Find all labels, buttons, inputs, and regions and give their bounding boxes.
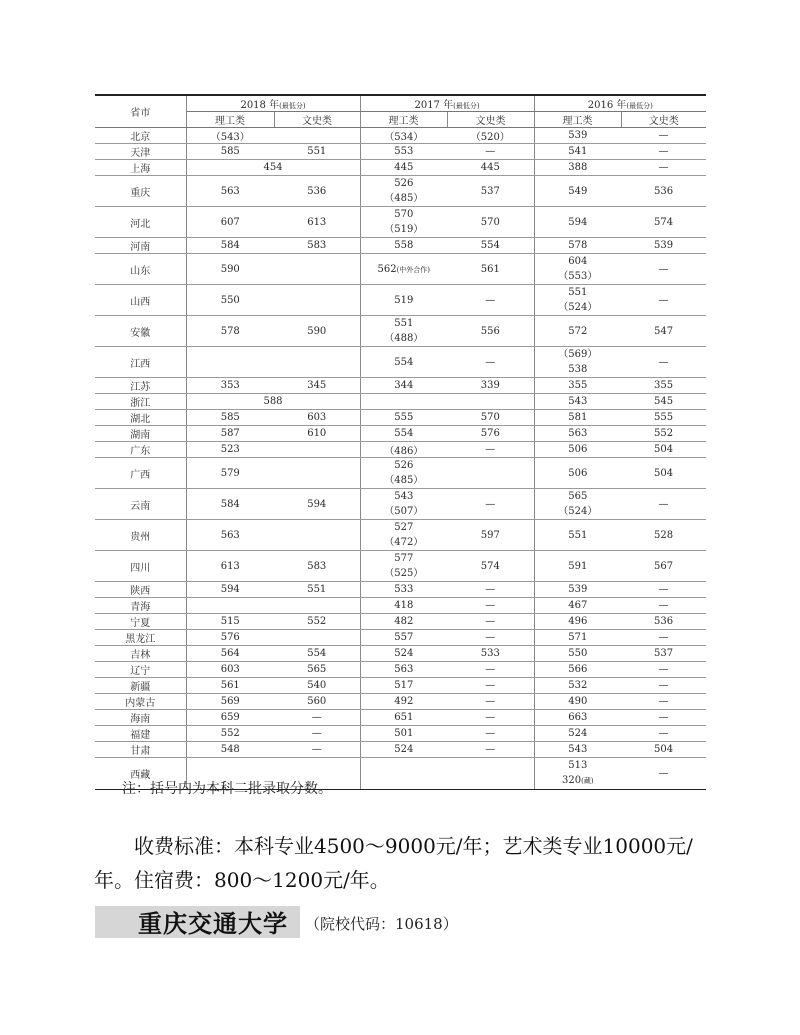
table-row: [95, 489, 706, 520]
table-row: [95, 207, 706, 238]
score-cell: —: [447, 489, 534, 520]
province-cell: 海南: [95, 710, 186, 726]
score-cell: —: [621, 582, 706, 598]
score-cell: 501: [360, 726, 447, 742]
score-cell: 550: [534, 646, 621, 662]
score-cell: [274, 128, 360, 144]
province-cell: 新疆: [95, 678, 186, 694]
score-cell: 584: [186, 238, 274, 254]
province-cell: 北京: [95, 128, 186, 144]
year-label: 2017 年: [414, 100, 454, 111]
score-cell: 584: [186, 489, 274, 520]
score-cell: 613: [186, 551, 274, 582]
score-cell: [447, 458, 534, 489]
province-cell: 上海: [95, 160, 186, 176]
score-cell: 590: [186, 254, 274, 285]
score-cell: 537: [621, 646, 706, 662]
score-cell: —: [621, 694, 706, 710]
score-cell: —: [621, 662, 706, 678]
score-cell: 594: [186, 582, 274, 598]
score-cell: 551 （488）: [360, 316, 447, 347]
score-cell: 536: [621, 614, 706, 630]
score-cell: 571: [534, 630, 621, 646]
score-cell: 418: [360, 598, 447, 614]
score-cell: —: [621, 630, 706, 646]
score-cell: —: [274, 742, 360, 758]
score-cell: —: [274, 726, 360, 742]
score-cell: 562(中外合作): [360, 254, 447, 285]
score-cell: 563: [360, 662, 447, 678]
score-cell: 549: [534, 176, 621, 207]
score-cell: 519: [360, 285, 447, 316]
score-cell: 566: [534, 662, 621, 678]
score-cell: 603: [186, 662, 274, 678]
table-row: [95, 238, 706, 254]
score-cell: 574: [447, 551, 534, 582]
province-cell: 宁夏: [95, 614, 186, 630]
province-cell: 浙江: [95, 394, 186, 410]
table-row: [95, 144, 706, 160]
table-row: [95, 442, 706, 458]
score-cell: —: [621, 254, 706, 285]
year-note: (最低分): [453, 102, 480, 110]
province-cell: 云南: [95, 489, 186, 520]
table-row: [95, 646, 706, 662]
table-row: [95, 128, 706, 144]
score-cell: —: [621, 285, 706, 316]
score-cell: （486）: [360, 442, 447, 458]
province-cell: 辽宁: [95, 662, 186, 678]
score-cell: 504: [621, 442, 706, 458]
table-row: [95, 678, 706, 694]
score-cell: 557: [360, 630, 447, 646]
table-row: [95, 662, 706, 678]
score-cell: 590: [274, 316, 360, 347]
score-cell: 540: [274, 678, 360, 694]
score-cell: [360, 394, 447, 410]
province-cell: 黑龙江: [95, 630, 186, 646]
score-cell: 467: [534, 598, 621, 614]
score-cell: 539: [621, 238, 706, 254]
score-cell: [274, 442, 360, 458]
province-cell: 陕西: [95, 582, 186, 598]
score-cell: 556: [447, 316, 534, 347]
score-cell: 651: [360, 710, 447, 726]
category-header: 文史类: [274, 112, 360, 128]
score-cell: 344: [360, 378, 447, 394]
province-cell: 青海: [95, 598, 186, 614]
score-cell: 585: [186, 410, 274, 426]
score-cell: 607: [186, 207, 274, 238]
score-cell: 613: [274, 207, 360, 238]
table-row: [95, 378, 706, 394]
score-cell: —: [621, 347, 706, 378]
score-cell: （520）: [447, 128, 534, 144]
score-cell: 537: [447, 176, 534, 207]
score-cell: 552: [621, 426, 706, 442]
table-row: [95, 426, 706, 442]
score-cell: 569: [186, 694, 274, 710]
table-row: [95, 410, 706, 426]
score-cell: 536: [274, 176, 360, 207]
score-cell: 504: [621, 458, 706, 489]
score-cell: 536: [621, 176, 706, 207]
table-footnote: 注：括号内为本科二批录取分数。: [122, 781, 332, 797]
score-cell: 594: [274, 489, 360, 520]
category-header: 文史类: [621, 112, 706, 128]
table-row: [95, 694, 706, 710]
province-cell: 安徽: [95, 316, 186, 347]
score-cell: 543: [534, 742, 621, 758]
score-cell: 513 320(藏): [534, 758, 621, 790]
province-cell: 西藏: [95, 758, 186, 790]
table-row: [95, 458, 706, 489]
table-row: [95, 598, 706, 614]
province-cell: 四川: [95, 551, 186, 582]
score-cell: 563: [186, 176, 274, 207]
score-cell: 570: [447, 207, 534, 238]
province-cell: 山东: [95, 254, 186, 285]
score-cell: 579: [186, 458, 274, 489]
score-cell: 591: [534, 551, 621, 582]
score-cell: 539: [534, 582, 621, 598]
score-cell: 527 （472）: [360, 520, 447, 551]
table-row: [95, 394, 706, 410]
score-cell: 594: [534, 207, 621, 238]
score-cell: 583: [274, 238, 360, 254]
score-cell: 553: [360, 144, 447, 160]
score-cell: —: [621, 144, 706, 160]
province-cell: 江西: [95, 347, 186, 378]
score-cell: 526 （485）: [360, 176, 447, 207]
score-cell: 555: [360, 410, 447, 426]
score-cell: 515: [186, 614, 274, 630]
year-note: (最低分): [279, 102, 306, 110]
score-cell: 353: [186, 378, 274, 394]
score-cell: 445: [447, 160, 534, 176]
province-cell: 广东: [95, 442, 186, 458]
province-cell: 吉林: [95, 646, 186, 662]
year-header: [186, 95, 360, 112]
score-cell: 560: [274, 694, 360, 710]
score-cell: [186, 347, 274, 378]
table-row: [95, 160, 706, 176]
score-cell: 578: [186, 316, 274, 347]
score-cell: 533: [360, 582, 447, 598]
table-row: [95, 176, 706, 207]
score-cell: （569） 538: [534, 347, 621, 378]
score-cell: —: [621, 710, 706, 726]
score-cell: 355: [621, 378, 706, 394]
score-cell: 563: [534, 426, 621, 442]
score-cell: —: [447, 678, 534, 694]
score-cell: 552: [274, 614, 360, 630]
score-cell: 576: [447, 426, 534, 442]
score-cell: 482: [360, 614, 447, 630]
category-header: 理工类: [534, 112, 621, 128]
score-cell: —: [621, 726, 706, 742]
table-row: [95, 614, 706, 630]
score-cell: 604 （553）: [534, 254, 621, 285]
score-cell: —: [447, 726, 534, 742]
score-cell: 551: [274, 144, 360, 160]
score-cell: [360, 758, 447, 790]
score-cell: 454: [186, 160, 360, 176]
score-cell: 574: [621, 207, 706, 238]
score-cell: —: [621, 598, 706, 614]
score-cell: 532: [534, 678, 621, 694]
score-cell: [274, 347, 360, 378]
score-cell: —: [447, 285, 534, 316]
score-cell: —: [447, 144, 534, 160]
score-cell: 610: [274, 426, 360, 442]
score-cell: [274, 458, 360, 489]
score-cell: 567: [621, 551, 706, 582]
province-cell: 天津: [95, 144, 186, 160]
table-row: [95, 520, 706, 551]
score-cell: 550: [186, 285, 274, 316]
school-name: 重庆交通大学: [138, 909, 288, 938]
score-cell: [447, 394, 534, 410]
score-cell: 517: [360, 678, 447, 694]
province-cell: 河北: [95, 207, 186, 238]
score-cell: —: [621, 678, 706, 694]
year-label: 2018 年: [240, 100, 280, 111]
score-cell: 570: [447, 410, 534, 426]
score-cell: —: [447, 442, 534, 458]
cell-note: (中外合作): [396, 265, 431, 274]
year-label: 2016 年: [587, 100, 627, 111]
score-cell: [274, 285, 360, 316]
score-cell: 543: [534, 394, 621, 410]
score-cell: [274, 630, 360, 646]
table-row: [95, 551, 706, 582]
score-cell: 524: [534, 726, 621, 742]
score-cell: 355: [534, 378, 621, 394]
score-cell: 541: [534, 144, 621, 160]
province-cell: 山西: [95, 285, 186, 316]
year-header: [360, 95, 534, 112]
score-cell: —: [447, 598, 534, 614]
score-cell: 548: [186, 742, 274, 758]
score-cell: [274, 520, 360, 551]
score-cell: 547: [621, 316, 706, 347]
score-cell: —: [447, 630, 534, 646]
score-cell: 663: [534, 710, 621, 726]
score-cell: 496: [534, 614, 621, 630]
category-header: 文史类: [447, 112, 534, 128]
year-note: (最低分): [626, 102, 653, 110]
score-cell: 576: [186, 630, 274, 646]
score-cell: —: [621, 160, 706, 176]
province-cell: 广西: [95, 458, 186, 489]
school-code: （院校代码：10618）: [305, 915, 458, 933]
admission-score-table: [95, 94, 706, 790]
table-row: [95, 742, 706, 758]
score-cell: 524: [360, 646, 447, 662]
score-cell: 597: [447, 520, 534, 551]
score-cell: —: [447, 347, 534, 378]
score-cell: —: [447, 710, 534, 726]
score-cell: 345: [274, 378, 360, 394]
score-cell: 545: [621, 394, 706, 410]
score-cell: 388: [534, 160, 621, 176]
score-cell: 659: [186, 710, 274, 726]
province-cell: 甘肃: [95, 742, 186, 758]
table-row: [95, 316, 706, 347]
score-cell: 490: [534, 694, 621, 710]
score-cell: 551 （524）: [534, 285, 621, 316]
score-cell: —: [447, 694, 534, 710]
score-cell: 504: [621, 742, 706, 758]
score-cell: 492: [360, 694, 447, 710]
year-header: [534, 95, 706, 112]
score-cell: [447, 758, 534, 790]
score-cell: [274, 254, 360, 285]
score-cell: 339: [447, 378, 534, 394]
province-cell: 重庆: [95, 176, 186, 207]
score-cell: 570 （519）: [360, 207, 447, 238]
score-cell: 555: [621, 410, 706, 426]
score-cell: 564: [186, 646, 274, 662]
score-cell: 554: [360, 426, 447, 442]
score-cell: 533: [447, 646, 534, 662]
cell-note: (藏): [581, 777, 594, 785]
score-cell: 526 （485）: [360, 458, 447, 489]
score-cell: 565: [274, 662, 360, 678]
table-row: [95, 285, 706, 316]
score-cell: （534）: [360, 128, 447, 144]
score-cell: 554: [360, 347, 447, 378]
province-cell: 内蒙古: [95, 694, 186, 710]
score-cell: 581: [534, 410, 621, 426]
score-cell: —: [274, 710, 360, 726]
score-cell: 572: [534, 316, 621, 347]
score-cell: [186, 598, 274, 614]
score-cell: 543 （507）: [360, 489, 447, 520]
province-cell: 湖南: [95, 426, 186, 442]
score-cell: 528: [621, 520, 706, 551]
score-cell: 588: [186, 394, 360, 410]
score-cell: 552: [186, 726, 274, 742]
table-row: [95, 630, 706, 646]
table-row: [95, 254, 706, 285]
score-cell: 558: [360, 238, 447, 254]
province-cell: 贵州: [95, 520, 186, 551]
score-cell: 523: [186, 442, 274, 458]
province-cell: 湖北: [95, 410, 186, 426]
fee-standard-text: 收费标准：本科专业4500～9000元/年；艺术类专业10000元/年。住宿费：800～1200元/年。: [94, 834, 693, 892]
score-cell: 578: [534, 238, 621, 254]
province-cell: 江苏: [95, 378, 186, 394]
score-cell: 587: [186, 426, 274, 442]
province-cell: 福建: [95, 726, 186, 742]
score-cell: —: [447, 614, 534, 630]
province-header: 省市: [95, 95, 186, 128]
score-cell: 585: [186, 144, 274, 160]
score-cell: —: [447, 662, 534, 678]
score-cell: 565 （524）: [534, 489, 621, 520]
score-cell: 539: [534, 128, 621, 144]
score-cell: 554: [274, 646, 360, 662]
table-row: [95, 710, 706, 726]
score-cell: 554: [447, 238, 534, 254]
table-row: [95, 726, 706, 742]
province-cell: 河南: [95, 238, 186, 254]
category-header: 理工类: [360, 112, 447, 128]
score-cell: —: [621, 128, 706, 144]
score-cell: 445: [360, 160, 447, 176]
score-cell: 603: [274, 410, 360, 426]
score-cell: 577 （525）: [360, 551, 447, 582]
score-cell: 561: [447, 254, 534, 285]
score-cell: 561: [186, 678, 274, 694]
score-cell: —: [621, 489, 706, 520]
score-cell: 506: [534, 442, 621, 458]
score-cell: 506: [534, 458, 621, 489]
score-cell: [274, 598, 360, 614]
score-cell: （543）: [186, 128, 274, 144]
score-cell: —: [447, 582, 534, 598]
score-cell: 524: [360, 742, 447, 758]
score-cell: 583: [274, 551, 360, 582]
score-cell: 563: [186, 520, 274, 551]
score-cell: 551: [274, 582, 360, 598]
score-cell: 551: [534, 520, 621, 551]
score-cell: —: [621, 758, 706, 790]
score-cell: —: [447, 742, 534, 758]
table-row: [95, 582, 706, 598]
category-header: 理工类: [186, 112, 274, 128]
table-row: [95, 347, 706, 378]
